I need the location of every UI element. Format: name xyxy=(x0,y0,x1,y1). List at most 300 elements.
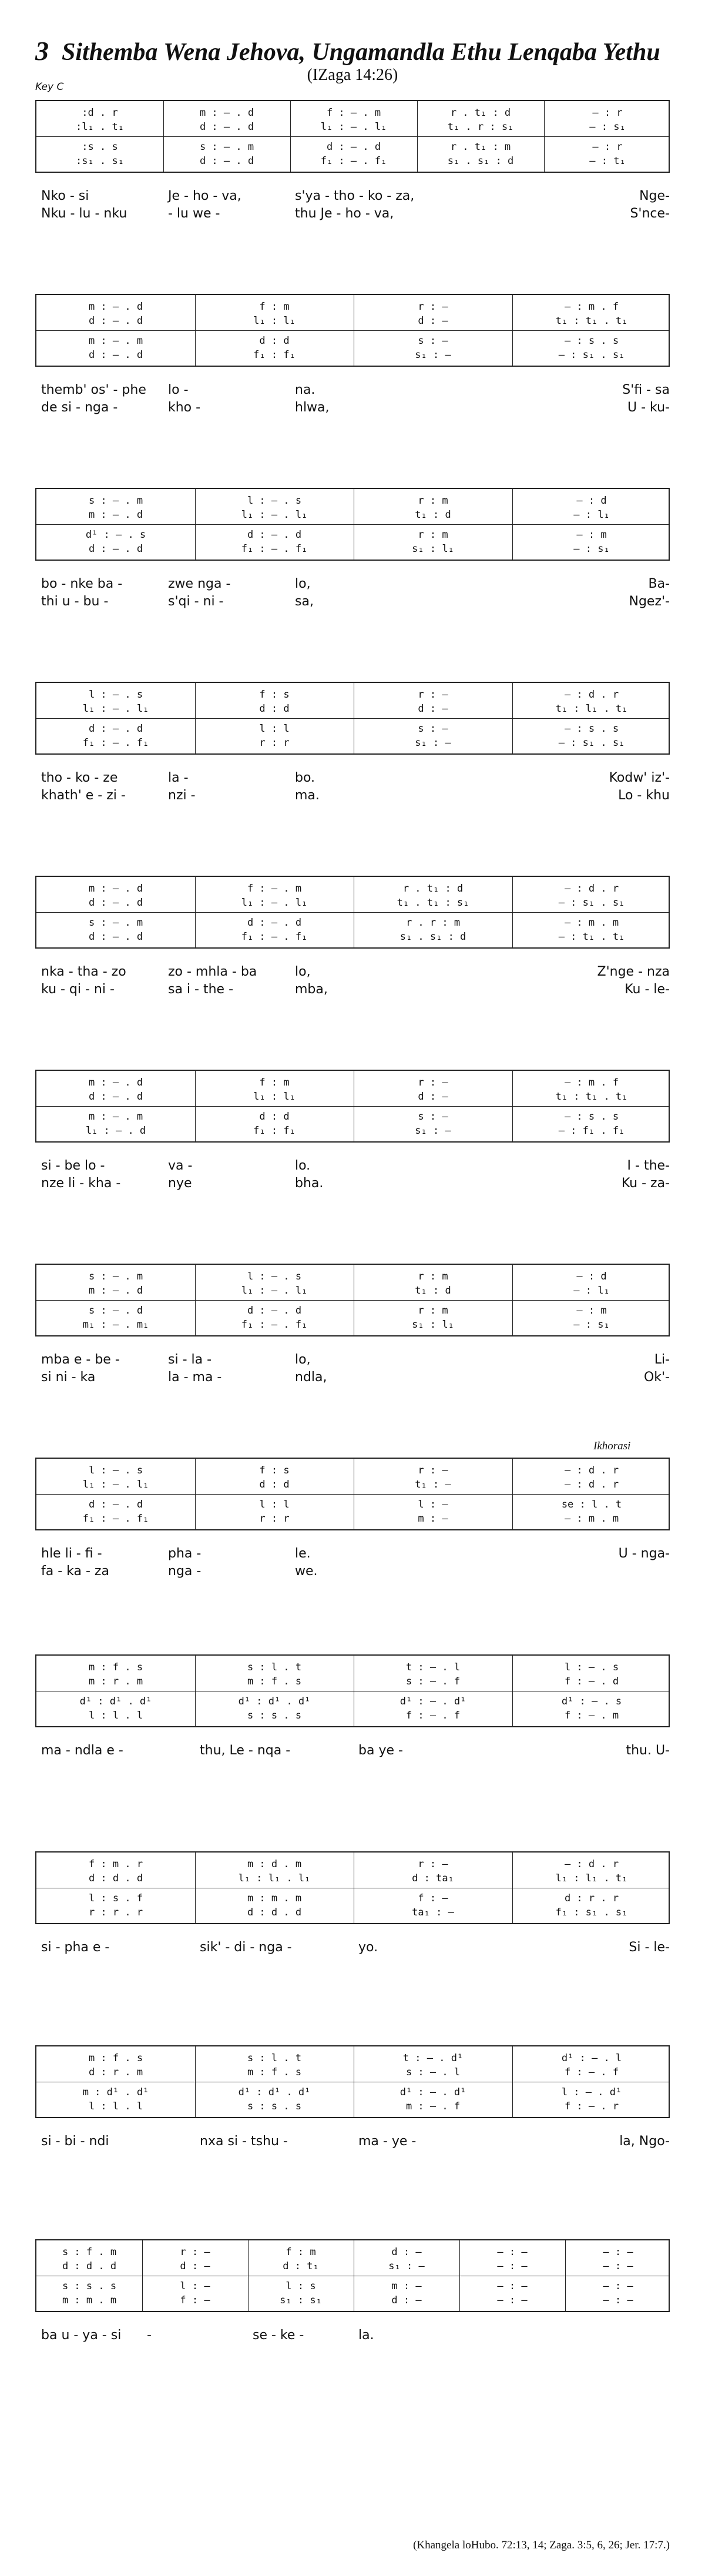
measure-notes: f₁ : f₁ xyxy=(253,349,296,361)
voice-part-row xyxy=(36,1076,669,1090)
measure-notes: — : m . m xyxy=(564,1513,619,1525)
voice-part-row xyxy=(36,1905,669,1920)
measure-notes: :s . s xyxy=(82,141,118,153)
lyric-text: bo - nke ba - xyxy=(41,577,123,591)
lyric-text: thu. U- xyxy=(626,1743,670,1758)
measure-notes: s : — xyxy=(418,1111,448,1123)
lyric-text: pha - xyxy=(168,1546,202,1561)
lyric-text: sik' - di - nga - xyxy=(200,1940,292,1955)
lyric-text: lo, xyxy=(295,964,311,979)
lyric-text: we. xyxy=(295,1564,318,1579)
lyric-line xyxy=(35,1743,670,1759)
part-divider xyxy=(36,330,669,331)
voice-part-row xyxy=(36,1857,669,1871)
part-divider xyxy=(36,136,669,137)
measure-notes: l : – . d¹ xyxy=(561,2086,622,2098)
lyric-text: la, Ngo- xyxy=(619,2134,670,2149)
voice-part-row xyxy=(36,140,669,154)
measure-notes: — : s . s xyxy=(564,335,619,347)
measure-notes: m : – . d xyxy=(88,301,143,313)
lyric-text: nye xyxy=(168,1176,192,1191)
measure-notes: r . r : m xyxy=(405,917,461,929)
measure-notes: d¹ : d¹ . d¹ xyxy=(238,1696,311,1707)
measure-notes: m : – . d xyxy=(88,883,143,895)
lyric-text: Je - ho - va, xyxy=(168,189,241,203)
measure-notes: f : – . d xyxy=(564,1676,619,1687)
solfa-staff xyxy=(35,100,670,173)
voice-part-row xyxy=(36,1304,669,1318)
lyric-line xyxy=(35,788,670,804)
measure-notes: s : l . t xyxy=(247,1661,302,1673)
measure-notes: l₁ : – . l₁ xyxy=(241,897,308,909)
measure-notes: — : d . r xyxy=(564,883,619,895)
measure-notes: d : – . d xyxy=(326,141,381,153)
voice-part-row xyxy=(36,2085,669,2099)
measure-notes: l : l xyxy=(259,1499,290,1510)
measure-notes: s : – . f xyxy=(405,1676,461,1687)
measure-notes: m : m . m xyxy=(247,1892,302,1904)
lyric-text: thu Je - ho - va, xyxy=(295,206,394,221)
lyric-text: lo. xyxy=(295,1158,311,1173)
lyric-text: ma - ye - xyxy=(358,2134,417,2149)
lyric-text: ma. xyxy=(295,788,320,803)
lyric-line xyxy=(35,770,670,786)
lyric-text: sa, xyxy=(295,594,314,609)
measure-notes: f : — xyxy=(180,2294,210,2306)
measure-notes: — : r xyxy=(592,141,623,153)
measure-notes: f₁ : – . f₁ xyxy=(241,931,308,943)
voice-part-row xyxy=(36,736,669,750)
measure-notes: d¹ : – . l xyxy=(561,2052,622,2064)
measure-notes: — : d . r xyxy=(564,1465,619,1476)
measure-notes: m : f . s xyxy=(247,2066,302,2078)
voice-part-row xyxy=(36,1709,669,1723)
measure-notes: — : m . f xyxy=(564,1077,619,1088)
voice-part-row xyxy=(36,528,669,542)
lyric-text: de si - nga - xyxy=(41,400,118,415)
measure-notes: l : — xyxy=(418,1499,448,1510)
measure-notes: — : d xyxy=(576,1271,607,1282)
measure-notes: d : — xyxy=(391,2294,422,2306)
measure-notes: s₁ : — xyxy=(415,349,451,361)
measure-notes: l : – . s xyxy=(88,689,143,701)
measure-notes: l : s xyxy=(286,2280,316,2292)
measure-notes: t₁ : — xyxy=(415,1479,451,1490)
voice-part-row xyxy=(36,1498,669,1512)
voice-part-row xyxy=(36,722,669,736)
lyric-text: zo - mhla - ba xyxy=(168,964,257,979)
key-signature: Key C xyxy=(35,81,64,93)
measure-notes: f₁ : – . f₁ xyxy=(241,1319,308,1331)
part-divider xyxy=(36,524,669,525)
measure-notes: ta₁ : — xyxy=(412,1907,454,1918)
footer-references: (Khangela loHubo. 72:13, 14; Zaga. 3:5, 6, 26; Jer. 17:7.) xyxy=(413,2539,670,2551)
lyric-text: ku - qi - ni - xyxy=(41,982,115,997)
measure-notes: d : – . d xyxy=(199,155,254,167)
measure-notes: d : – . d xyxy=(88,1499,143,1510)
voice-part-row xyxy=(36,1284,669,1298)
measure-notes: :l₁ . t₁ xyxy=(76,121,124,133)
measure-notes: l₁ : – . d xyxy=(85,1125,146,1137)
measure-notes: l : l . l xyxy=(88,1710,143,1721)
part-divider xyxy=(36,1494,669,1495)
measure-notes: — : s₁ xyxy=(589,121,626,133)
measure-notes: s : – . m xyxy=(88,1271,143,1282)
measure-notes: s : – . m xyxy=(88,495,143,507)
measure-notes: r . t₁ : d xyxy=(402,883,464,895)
measure-notes: d¹ : – . d¹ xyxy=(400,2086,466,2098)
measure-notes: — : m xyxy=(576,529,607,541)
solfa-staff xyxy=(35,876,670,949)
lyric-text: nga - xyxy=(168,1564,202,1579)
measure-notes: r : r xyxy=(259,737,290,749)
measure-notes: r . t₁ : d xyxy=(450,107,511,119)
solfa-staff xyxy=(35,294,670,367)
measure-notes: — : l₁ xyxy=(573,1285,610,1297)
measure-notes: m : – . d xyxy=(88,1285,143,1297)
lyric-text: Li- xyxy=(654,1352,670,1367)
voice-part-row xyxy=(36,542,669,556)
part-divider xyxy=(36,1300,669,1301)
measure-notes: s : l . t xyxy=(247,2052,302,2064)
measure-notes: r : — xyxy=(418,1077,448,1088)
measure-notes: f : m xyxy=(286,2246,316,2258)
lyric-text: Nge- xyxy=(639,189,670,203)
lyric-line xyxy=(35,206,670,222)
voice-part-row xyxy=(36,1110,669,1124)
lyric-text: s'ya - tho - ko - za, xyxy=(295,189,415,203)
lyric-text: hle li - fi - xyxy=(41,1546,102,1561)
measure-notes: r : — xyxy=(418,1858,448,1870)
measure-notes: r : r xyxy=(259,1513,290,1525)
hymn-title: Sithemba Wena Jehova, Ungamandla Ethu Lenqaba Yethu xyxy=(62,39,660,66)
part-divider xyxy=(36,912,669,913)
voice-part-row xyxy=(36,334,669,348)
measure-notes: t : – . d¹ xyxy=(402,2052,464,2064)
lyric-text: nxa si - tshu - xyxy=(200,2134,288,2149)
lyric-text: sa i - the - xyxy=(168,982,234,997)
voice-part-row xyxy=(36,1269,669,1284)
scripture-reference: (IZaga 14:26) xyxy=(307,66,398,84)
measure-notes: d : — xyxy=(391,2246,422,2258)
measure-notes: d : – . d xyxy=(88,543,143,555)
measure-notes: f : – . f xyxy=(564,2066,619,2078)
measure-notes: s : – . l xyxy=(405,2066,461,2078)
voice-part-row xyxy=(36,2259,669,2273)
measure-notes: f₁ : – . f₁ xyxy=(320,155,387,167)
voice-part-row xyxy=(36,688,669,702)
voice-part-row xyxy=(36,494,669,508)
voice-part-row xyxy=(36,1318,669,1332)
solfa-staff xyxy=(35,1264,670,1336)
lyric-text: la - xyxy=(168,771,189,785)
voice-part-row xyxy=(36,1891,669,1905)
measure-notes: d : d xyxy=(259,1111,290,1123)
measure-notes: se : l . t xyxy=(561,1499,622,1510)
measure-notes: d : – . d xyxy=(247,529,302,541)
measure-notes: f₁ : s₁ . s₁ xyxy=(555,1907,628,1918)
voice-part-row xyxy=(36,2279,669,2293)
measure-notes: — : m . m xyxy=(564,917,619,929)
measure-notes: d : – . d xyxy=(247,1305,302,1317)
measure-notes: t : – . l xyxy=(405,1661,461,1673)
lyric-text: la. xyxy=(358,2328,374,2343)
solfa-staff xyxy=(35,488,670,561)
lyric-text: S'fi - sa xyxy=(622,383,670,397)
voice-part-row xyxy=(36,916,669,930)
measure-notes: d¹ : d¹ . d¹ xyxy=(238,2086,311,2098)
lyric-text: U - nga- xyxy=(618,1546,670,1561)
voice-part-row xyxy=(36,508,669,522)
measure-notes: m : – . d xyxy=(88,509,143,521)
lyric-text: Nko - si xyxy=(41,189,89,203)
lyric-text: ma - ndla e - xyxy=(41,1743,123,1758)
lyric-text: lo, xyxy=(295,1352,311,1367)
lyric-text: Ku - le- xyxy=(625,982,670,997)
lyric-text: Ok'- xyxy=(643,1370,670,1385)
measure-notes: d : — xyxy=(180,2260,210,2272)
measure-notes: s : – . m xyxy=(199,141,254,153)
voice-part-row xyxy=(36,1463,669,1478)
voice-part-row xyxy=(36,1090,669,1104)
measure-notes: — : — xyxy=(497,2260,528,2272)
solfa-staff xyxy=(35,1851,670,1924)
solfa-staff xyxy=(35,2045,670,2118)
lyric-text: themb' os' - phe xyxy=(41,383,146,397)
lyric-text: se - ke - xyxy=(253,2328,304,2343)
measure-notes: r : r . r xyxy=(88,1907,143,1918)
measure-notes: s₁ : l₁ xyxy=(412,1319,454,1331)
measure-notes: f : m xyxy=(259,301,290,313)
measure-notes: l : s . f xyxy=(88,1892,143,1904)
lyric-text: thi u - bu - xyxy=(41,594,109,609)
lyric-line xyxy=(35,1546,670,1562)
lyric-text: U - ku- xyxy=(627,400,670,415)
measure-notes: f : – . r xyxy=(564,2101,619,2112)
lyric-text: lo, xyxy=(295,577,311,591)
voice-part-row xyxy=(36,120,669,134)
measure-notes: f : m . r xyxy=(88,1858,143,1870)
measure-notes: t₁ : t₁ . t₁ xyxy=(555,315,628,327)
measure-notes: r : m xyxy=(418,1271,448,1282)
measure-notes: s₁ : s₁ xyxy=(280,2294,322,2306)
voice-part-row xyxy=(36,2099,669,2113)
measure-notes: m : – . d xyxy=(199,107,254,119)
measure-notes: f : — xyxy=(418,1892,448,1904)
solfa-staff xyxy=(35,682,670,755)
measure-notes: — : s . s xyxy=(564,723,619,735)
measure-notes: f : – . f xyxy=(405,1710,461,1721)
measure-notes: s₁ : l₁ xyxy=(412,543,454,555)
lyric-text: thu, Le - nqa - xyxy=(200,1743,291,1758)
measure-notes: l : — xyxy=(180,2280,210,2292)
measure-notes: d : – . d xyxy=(88,315,143,327)
measure-notes: l₁ : – . l₁ xyxy=(82,1479,149,1490)
lyric-text: - lu we - xyxy=(168,206,220,221)
measure-notes: l : – . s xyxy=(564,1661,619,1673)
measure-notes: s₁ : — xyxy=(388,2260,425,2272)
measure-notes: m : – . f xyxy=(405,2101,461,2112)
measure-notes: r : — xyxy=(418,301,448,313)
lyric-text: va - xyxy=(168,1158,193,1173)
measure-notes: m : m . m xyxy=(62,2294,117,2306)
measure-notes: — : r xyxy=(592,107,623,119)
measure-notes: — : d . r xyxy=(564,1479,619,1490)
lyric-text: si - pha e - xyxy=(41,1940,110,1955)
measure-notes: — : s₁ xyxy=(573,543,610,555)
lyric-text: si - la - xyxy=(168,1352,212,1367)
measure-notes: :d . r xyxy=(82,107,118,119)
measure-notes: d : — xyxy=(418,315,448,327)
measure-notes: — : d xyxy=(576,495,607,507)
measure-notes: f : m xyxy=(259,1077,290,1088)
hymn-header xyxy=(35,35,670,66)
measure-notes: d : r . r xyxy=(564,1892,619,1904)
lyric-line xyxy=(35,1175,670,1192)
measure-notes: r : — xyxy=(418,1465,448,1476)
lyric-text: mba e - be - xyxy=(41,1352,120,1367)
lyric-text: bo. xyxy=(295,771,315,785)
measure-notes: r : m xyxy=(418,1305,448,1317)
measure-notes: m₁ : – . m₁ xyxy=(82,1319,149,1331)
measure-notes: — : t₁ xyxy=(589,155,626,167)
measure-notes: f : s xyxy=(259,1465,290,1476)
lyric-line xyxy=(35,2133,670,2150)
measure-notes: — : l₁ xyxy=(573,509,610,521)
voice-part-row xyxy=(36,1512,669,1526)
lyric-line xyxy=(35,1563,670,1580)
measure-notes: m : — xyxy=(391,2280,422,2292)
voice-part-row xyxy=(36,348,669,362)
measure-notes: l₁ : l₁ xyxy=(253,315,296,327)
voice-part-row xyxy=(36,930,669,944)
measure-notes: l₁ : l₁ . t₁ xyxy=(555,1872,628,1884)
voice-part-row xyxy=(36,2065,669,2079)
measure-notes: d : ta₁ xyxy=(412,1872,454,1884)
voice-part-row xyxy=(36,1694,669,1709)
measure-notes: d¹ : d¹ . d¹ xyxy=(79,1696,152,1707)
voice-part-row xyxy=(36,896,669,910)
measure-notes: f₁ : – . f₁ xyxy=(82,737,149,749)
lyric-text: nze li - kha - xyxy=(41,1176,121,1191)
part-divider xyxy=(36,1106,669,1107)
measure-notes: l₁ : – . l₁ xyxy=(241,1285,308,1297)
measure-notes: — : — xyxy=(603,2260,633,2272)
measure-notes: — : t₁ . t₁ xyxy=(558,931,625,943)
measure-notes: d¹ : – . s xyxy=(85,529,146,541)
measure-notes: — : s₁ . s₁ xyxy=(558,349,625,361)
measure-notes: l : l . l xyxy=(88,2101,143,2112)
lyric-text: ndla, xyxy=(295,1370,327,1385)
measure-notes: — : — xyxy=(603,2246,633,2258)
measure-notes: d¹ : – . s xyxy=(561,1696,622,1707)
lyric-text: yo. xyxy=(358,1940,378,1955)
lyric-text: la - ma - xyxy=(168,1370,222,1385)
lyric-text: ba ye - xyxy=(358,1743,403,1758)
voice-part-row xyxy=(36,2293,669,2307)
lyric-text: khath' e - zi - xyxy=(41,788,126,803)
measure-notes: r : — xyxy=(418,689,448,701)
measure-notes: d : d xyxy=(259,703,290,715)
voice-part-row xyxy=(36,1871,669,1885)
lyric-text: fa - ka - za xyxy=(41,1564,109,1579)
measure-notes: t₁ . t₁ : s₁ xyxy=(397,897,469,909)
lyric-text: s'qi - ni - xyxy=(168,594,224,609)
measure-notes: d : – . d xyxy=(247,917,302,929)
measure-notes: — : m . f xyxy=(564,301,619,313)
voice-part-row xyxy=(36,882,669,896)
lyric-text: Si - le- xyxy=(629,1940,670,1955)
lyric-line xyxy=(35,982,670,998)
measure-notes: l : – . s xyxy=(247,1271,302,1282)
lyric-text: tho - ko - ze xyxy=(41,771,118,785)
voice-part-row xyxy=(36,2245,669,2259)
lyric-line xyxy=(35,1939,670,1956)
solfa-staff xyxy=(35,2239,670,2312)
measure-notes: d : – . d xyxy=(199,121,254,133)
lyric-text: zwe nga - xyxy=(168,577,231,591)
measure-notes: m : f . s xyxy=(247,1676,302,1687)
lyric-line xyxy=(35,1352,670,1368)
measure-notes: d : – . d xyxy=(88,931,143,943)
measure-notes: t₁ : l₁ . t₁ xyxy=(555,703,628,715)
measure-notes: — : — xyxy=(497,2246,528,2258)
voice-part-row xyxy=(36,106,669,120)
voice-part-row xyxy=(36,154,669,168)
hymn-number: 3 xyxy=(35,36,49,66)
measure-notes: m : f . s xyxy=(88,1661,143,1673)
measure-notes: s : — xyxy=(418,335,448,347)
measure-notes: — : s₁ . s₁ xyxy=(558,897,625,909)
measure-notes: — : d . r xyxy=(564,1858,619,1870)
measure-notes: s : s . s xyxy=(62,2280,117,2292)
measure-notes: d¹ : – . d¹ xyxy=(400,1696,466,1707)
voice-part-row xyxy=(36,1124,669,1138)
measure-notes: — : — xyxy=(603,2294,633,2306)
voice-part-row xyxy=(36,1674,669,1689)
measure-notes: t₁ . r : s₁ xyxy=(447,121,514,133)
measure-notes: — : — xyxy=(497,2280,528,2292)
measure-notes: d : – . d xyxy=(88,1091,143,1103)
measure-notes: s : – . m xyxy=(88,917,143,929)
lyric-text: bha. xyxy=(295,1176,324,1191)
lyric-line xyxy=(35,382,670,398)
measure-notes: s : — xyxy=(418,723,448,735)
measure-notes: l : – . s xyxy=(247,495,302,507)
measure-notes: — : s₁ xyxy=(573,1319,610,1331)
lyric-line xyxy=(35,400,670,416)
lyric-text: Kodw' iz'- xyxy=(609,771,670,785)
lyric-text: na. xyxy=(295,383,315,397)
measure-notes: m : d¹ . d¹ xyxy=(82,2086,149,2098)
measure-notes: s : s . s xyxy=(247,2101,302,2112)
measure-notes: d : — xyxy=(418,1091,448,1103)
voice-part-row xyxy=(36,2051,669,2065)
lyric-line xyxy=(35,1369,670,1386)
voice-part-row xyxy=(36,1478,669,1492)
lyric-text: mba, xyxy=(295,982,328,997)
measure-notes: f : – . m xyxy=(247,883,302,895)
lyric-text: Ngez'- xyxy=(629,594,670,609)
lyric-line xyxy=(35,2327,670,2344)
measure-notes: m : — xyxy=(418,1513,448,1525)
measure-notes: — : d . r xyxy=(564,689,619,701)
chorus-label: Ikhorasi xyxy=(593,1440,631,1452)
measure-notes: — : — xyxy=(497,2294,528,2306)
lyric-text: I - the- xyxy=(627,1158,670,1173)
lyric-text: si - be lo - xyxy=(41,1158,105,1173)
measure-notes: f : – . m xyxy=(564,1710,619,1721)
